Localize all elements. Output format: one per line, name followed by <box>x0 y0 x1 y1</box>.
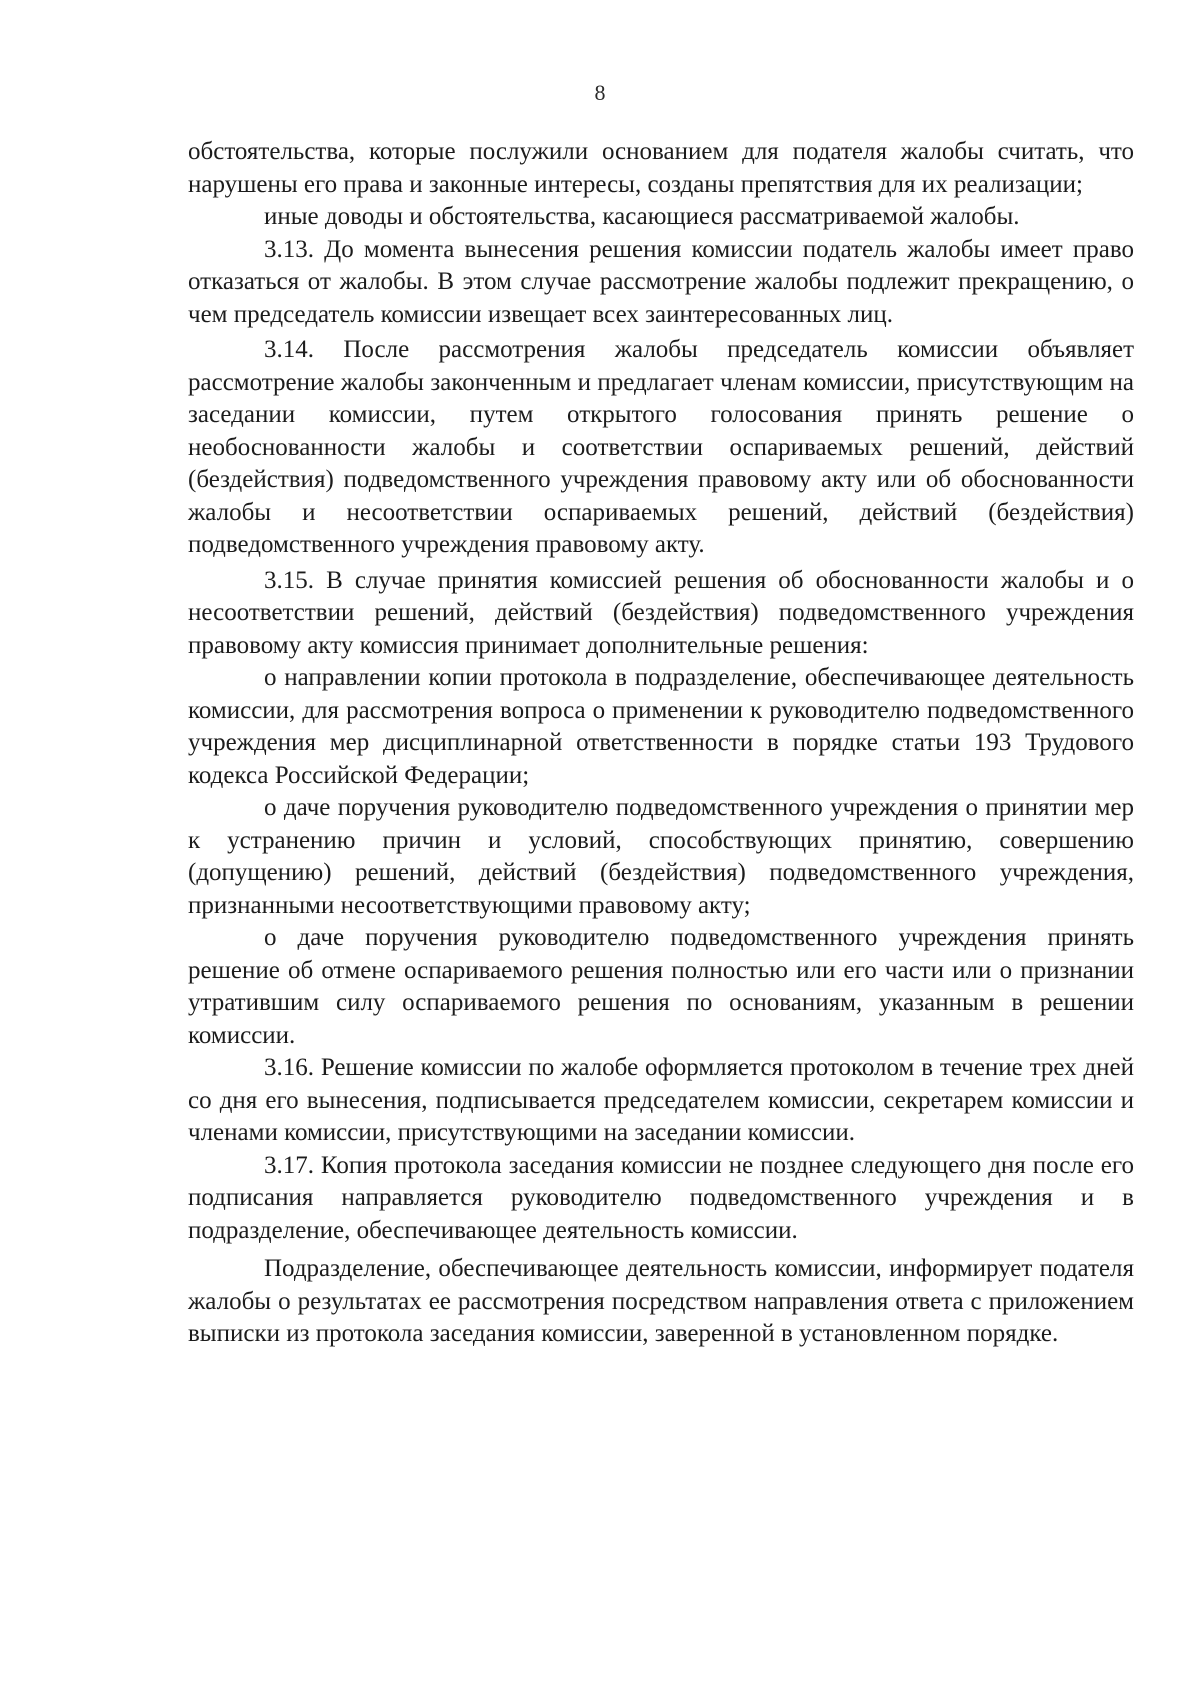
paragraph-3-15: 3.15. В случае принятия комиссией решения об обоснованности жалобы и о несоответствии решений, действий (бездействия) подведомственного учреждения правовому акту комиссия принимает дополнительные решения: <box>188 566 1134 659</box>
document-body <box>188 136 1134 1351</box>
paragraph-decision-measures: о даче поручения руководителю подведомственного учреждения о принятии мер к устранению причин и условий, способствующих принятию, совершению (допущению) решений, действий (бездействия) подведомственного учреждения, признанными несоответствующими правовому акту; <box>188 794 1134 919</box>
paragraph-circumstances: обстоятельства, которые послужили основанием для подателя жалобы считать, что нарушены его права и законные интересы, созданы препятствия для их реализации; <box>188 138 1134 198</box>
paragraph-3-17: 3.17. Копия протокола заседания комиссии не позднее следующего дня после его подписания направляется руководителю подведомственного учреждения и в подразделение, обеспечивающее деятельность комиссии. <box>188 1151 1134 1244</box>
page-number: 8 <box>594 80 606 105</box>
paragraph-decision-copy: о направлении копии протокола в подразделение, обеспечивающее деятельность комиссии, для рассмотрения вопроса о применении к руководителю подведомственного учреждения мер дисциплинарной ответственности в порядке статьи 193 Трудового кодекса Российской Федерации; <box>188 664 1134 789</box>
paragraph-3-16: 3.16. Решение комиссии по жалобе оформляется протоколом в течение трех дней со дня его вынесения, подписывается председателем комиссии, секретарем комиссии и членами комиссии, присутствующими на заседании комиссии. <box>188 1054 1134 1146</box>
paragraph-informing: Подразделение, обеспечивающее деятельность комиссии, информирует подателя жалобы о результатах ее рассмотрения посредством направления ответа с приложением выписки из протокола заседания комиссии, заверенной в установленном порядке. <box>188 1255 1134 1347</box>
paragraph-3-14: 3.14. После рассмотрения жалобы председатель комиссии объявляет рассмотрение жалобы законченным и предлагает членам комиссии, присутствующим на заседании комиссии, путем открытого голосования принять решение о необоснованности жалобы и соответствии оспариваемых решений, действий (бездействия) подведомственного учреждения правовому акту или об обоснованности жалобы и несоответствии оспариваемых решений, действий (бездействия) подведомственного учреждения правовому акту. <box>188 336 1134 558</box>
paragraph-3-13: 3.13. До момента вынесения решения комиссии податель жалобы имеет право отказаться от жалобы. В этом случае рассмотрение жалобы подлежит прекращению, о чем председатель комиссии извещает всех заинтересованных лиц. <box>188 235 1134 328</box>
paragraph-other-arguments: иные доводы и обстоятельства, касающиеся рассматриваемой жалобы. <box>264 203 1020 230</box>
paragraph-decision-cancel: о даче поручения руководителю подведомственного учреждения принять решение об отмене оспариваемого решения полностью или его части или о признании утратившим силу оспариваемого решения по основаниям, указанным в решении комиссии. <box>188 924 1134 1049</box>
